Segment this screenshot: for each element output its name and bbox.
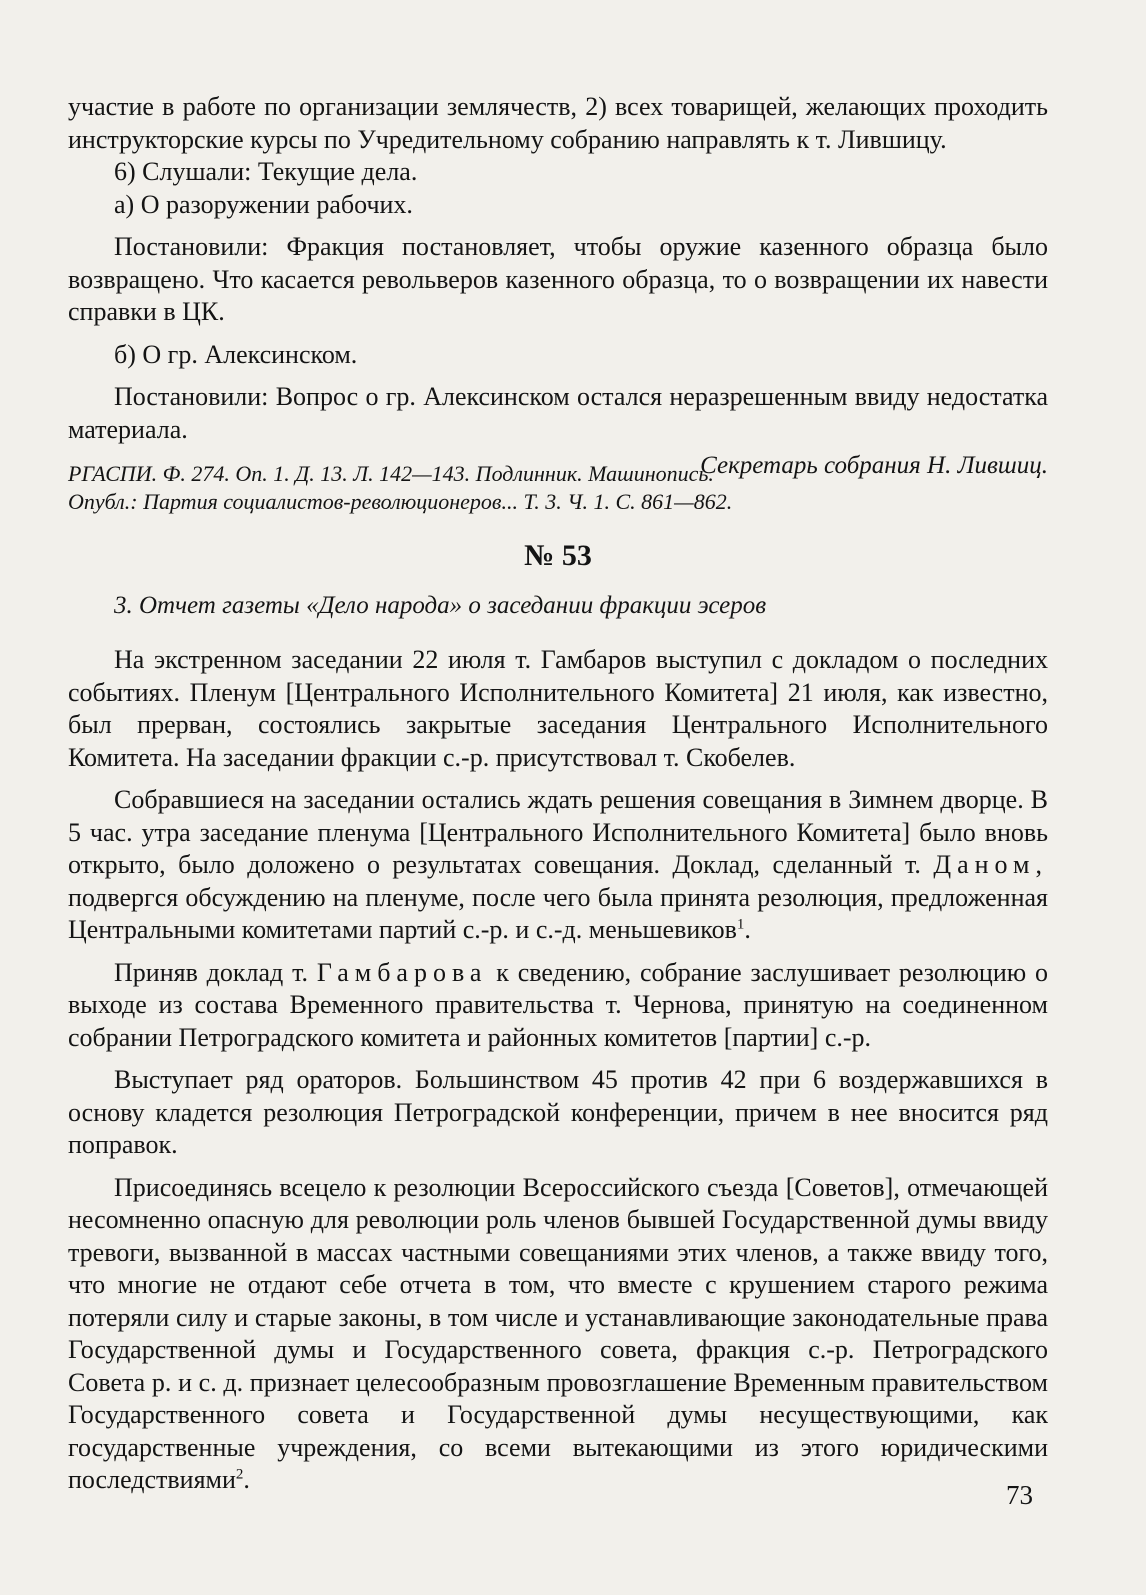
archive-reference: РГАСПИ. Ф. 274. Оп. 1. Д. 13. Л. 142—143. Подлинник. Машинопись. xyxy=(68,461,714,486)
document-number: № 53 xyxy=(524,539,592,572)
agenda-item-6: 6) Слушали: Текущие дела. xyxy=(114,157,418,186)
body-paragraph-2 xyxy=(68,784,1048,947)
paragraph-5-end: . xyxy=(243,1465,250,1494)
paragraph-continuation: участие в работе по организации землячеств, 2) всех товарищей, желающих проходить инструкторские курсы по Учредительному собранию направлять к т. Лившицу. xyxy=(68,92,1048,154)
paragraph-5-text: Присоединясь всецело к резолюции Всероссийского съезда [Советов], отмечающей несомненно опасную для революции роль членов бывшей Государственной думы ввиду тревоги, вызванной в массах частными совещаниями этих членов, а также ввиду того, что многие не отдают себе отчета в том, что вместе с крушением старого режима потеряли силу и старые законы, в том числе и устанавливающие законодательные права Государственной думы и Государственного совета, фракция с.-р. Петроградского Совета р. и с. д. признает целесообразным провозглашение Временным правительством Государственного совета и Государственной думы несуществующими, как государственные учреждения, со всеми вытекающими из этого юридическими последствиями xyxy=(68,1172,1048,1494)
body-paragraph-4: Выступает ряд ораторов. Большинством 45 против 42 при 6 воздержавшихся в основу кладется резолюция Петроградской конференции, причем в нее вносится ряд поправок. xyxy=(68,1065,1048,1159)
page-number: 73 xyxy=(1006,1480,1033,1510)
body-paragraph-3 xyxy=(68,957,1048,1055)
document-body xyxy=(68,644,1048,1497)
publication-reference: Опубл.: Партия социалистов-революционеров... Т. 3. Ч. 1. С. 861—862. xyxy=(68,489,733,514)
archival-sources xyxy=(68,460,1048,516)
footnote-marker-1: 1 xyxy=(736,916,745,933)
previous-document-ending xyxy=(68,91,1048,482)
paragraph-2-text-a: Собравшиеся на заседании остались ждать решения совещания в Зимнем дворце. В 5 час. утра заседание пленума [Центрального Исполнительного Комитета] было вновь открыто, было доложено о результатах совещания. Доклад, сделанный т. xyxy=(68,785,1048,879)
paragraph-3-text-a: Приняв доклад т. xyxy=(114,957,308,987)
paragraph-2-end: . xyxy=(744,915,751,944)
agenda-subitem-b: б) О гр. Алексинском. xyxy=(114,339,358,369)
agenda-subitem-a: а) О разоружении рабочих. xyxy=(114,189,413,219)
name-gambarov: Гамбарова xyxy=(316,957,488,987)
resolution-b: Постановили: Вопрос о гр. Алексинском остался неразрешенным ввиду недостатка материала. xyxy=(68,382,1048,444)
body-paragraph-5 xyxy=(68,1172,1048,1497)
footnote-marker-2: 2 xyxy=(235,1466,244,1483)
body-paragraph-1: На экстренном заседании 22 июля т. Гамбаров выступил с докладом о последних событиях. Пленум [Центрального Исполнительного Комитета] 21 июля, как известно, был прерван, состоялись закрытые заседания Центрального Исполнительного Комитета. На заседании фракции с.-р. присутствовал т. Скобелев. xyxy=(68,645,1048,772)
document-title: 3. Отчет газеты «Дело народа» о заседании фракции эсеров xyxy=(114,592,767,619)
paragraph-2-text-b: подвергся обсуждению на пленуме, после чего была принята резолюция, предложенная Центральными комитетами партий с.-р. и с.-д. меньшевиков xyxy=(68,882,1048,944)
secretary-signature: Секретарь собрания Н. Лившиц. xyxy=(700,452,1048,479)
paragraph-3-text-b: к сведению, собрание заслушивает резолюцию о выходе из состава Временного правительства т. Чернова, принятую на соединенном собрании Петроградского комитета и районных комитетов [партии] с.-р. xyxy=(68,957,1049,1052)
resolution-a: Постановили: Фракция постановляет, чтобы оружие казенного образца было возвращено. Что касается револьверов казенного образца, то о возвращении их навести справки в ЦК. xyxy=(68,232,1048,326)
name-dan: Даном, xyxy=(933,850,1048,879)
document-heading xyxy=(68,536,1048,622)
